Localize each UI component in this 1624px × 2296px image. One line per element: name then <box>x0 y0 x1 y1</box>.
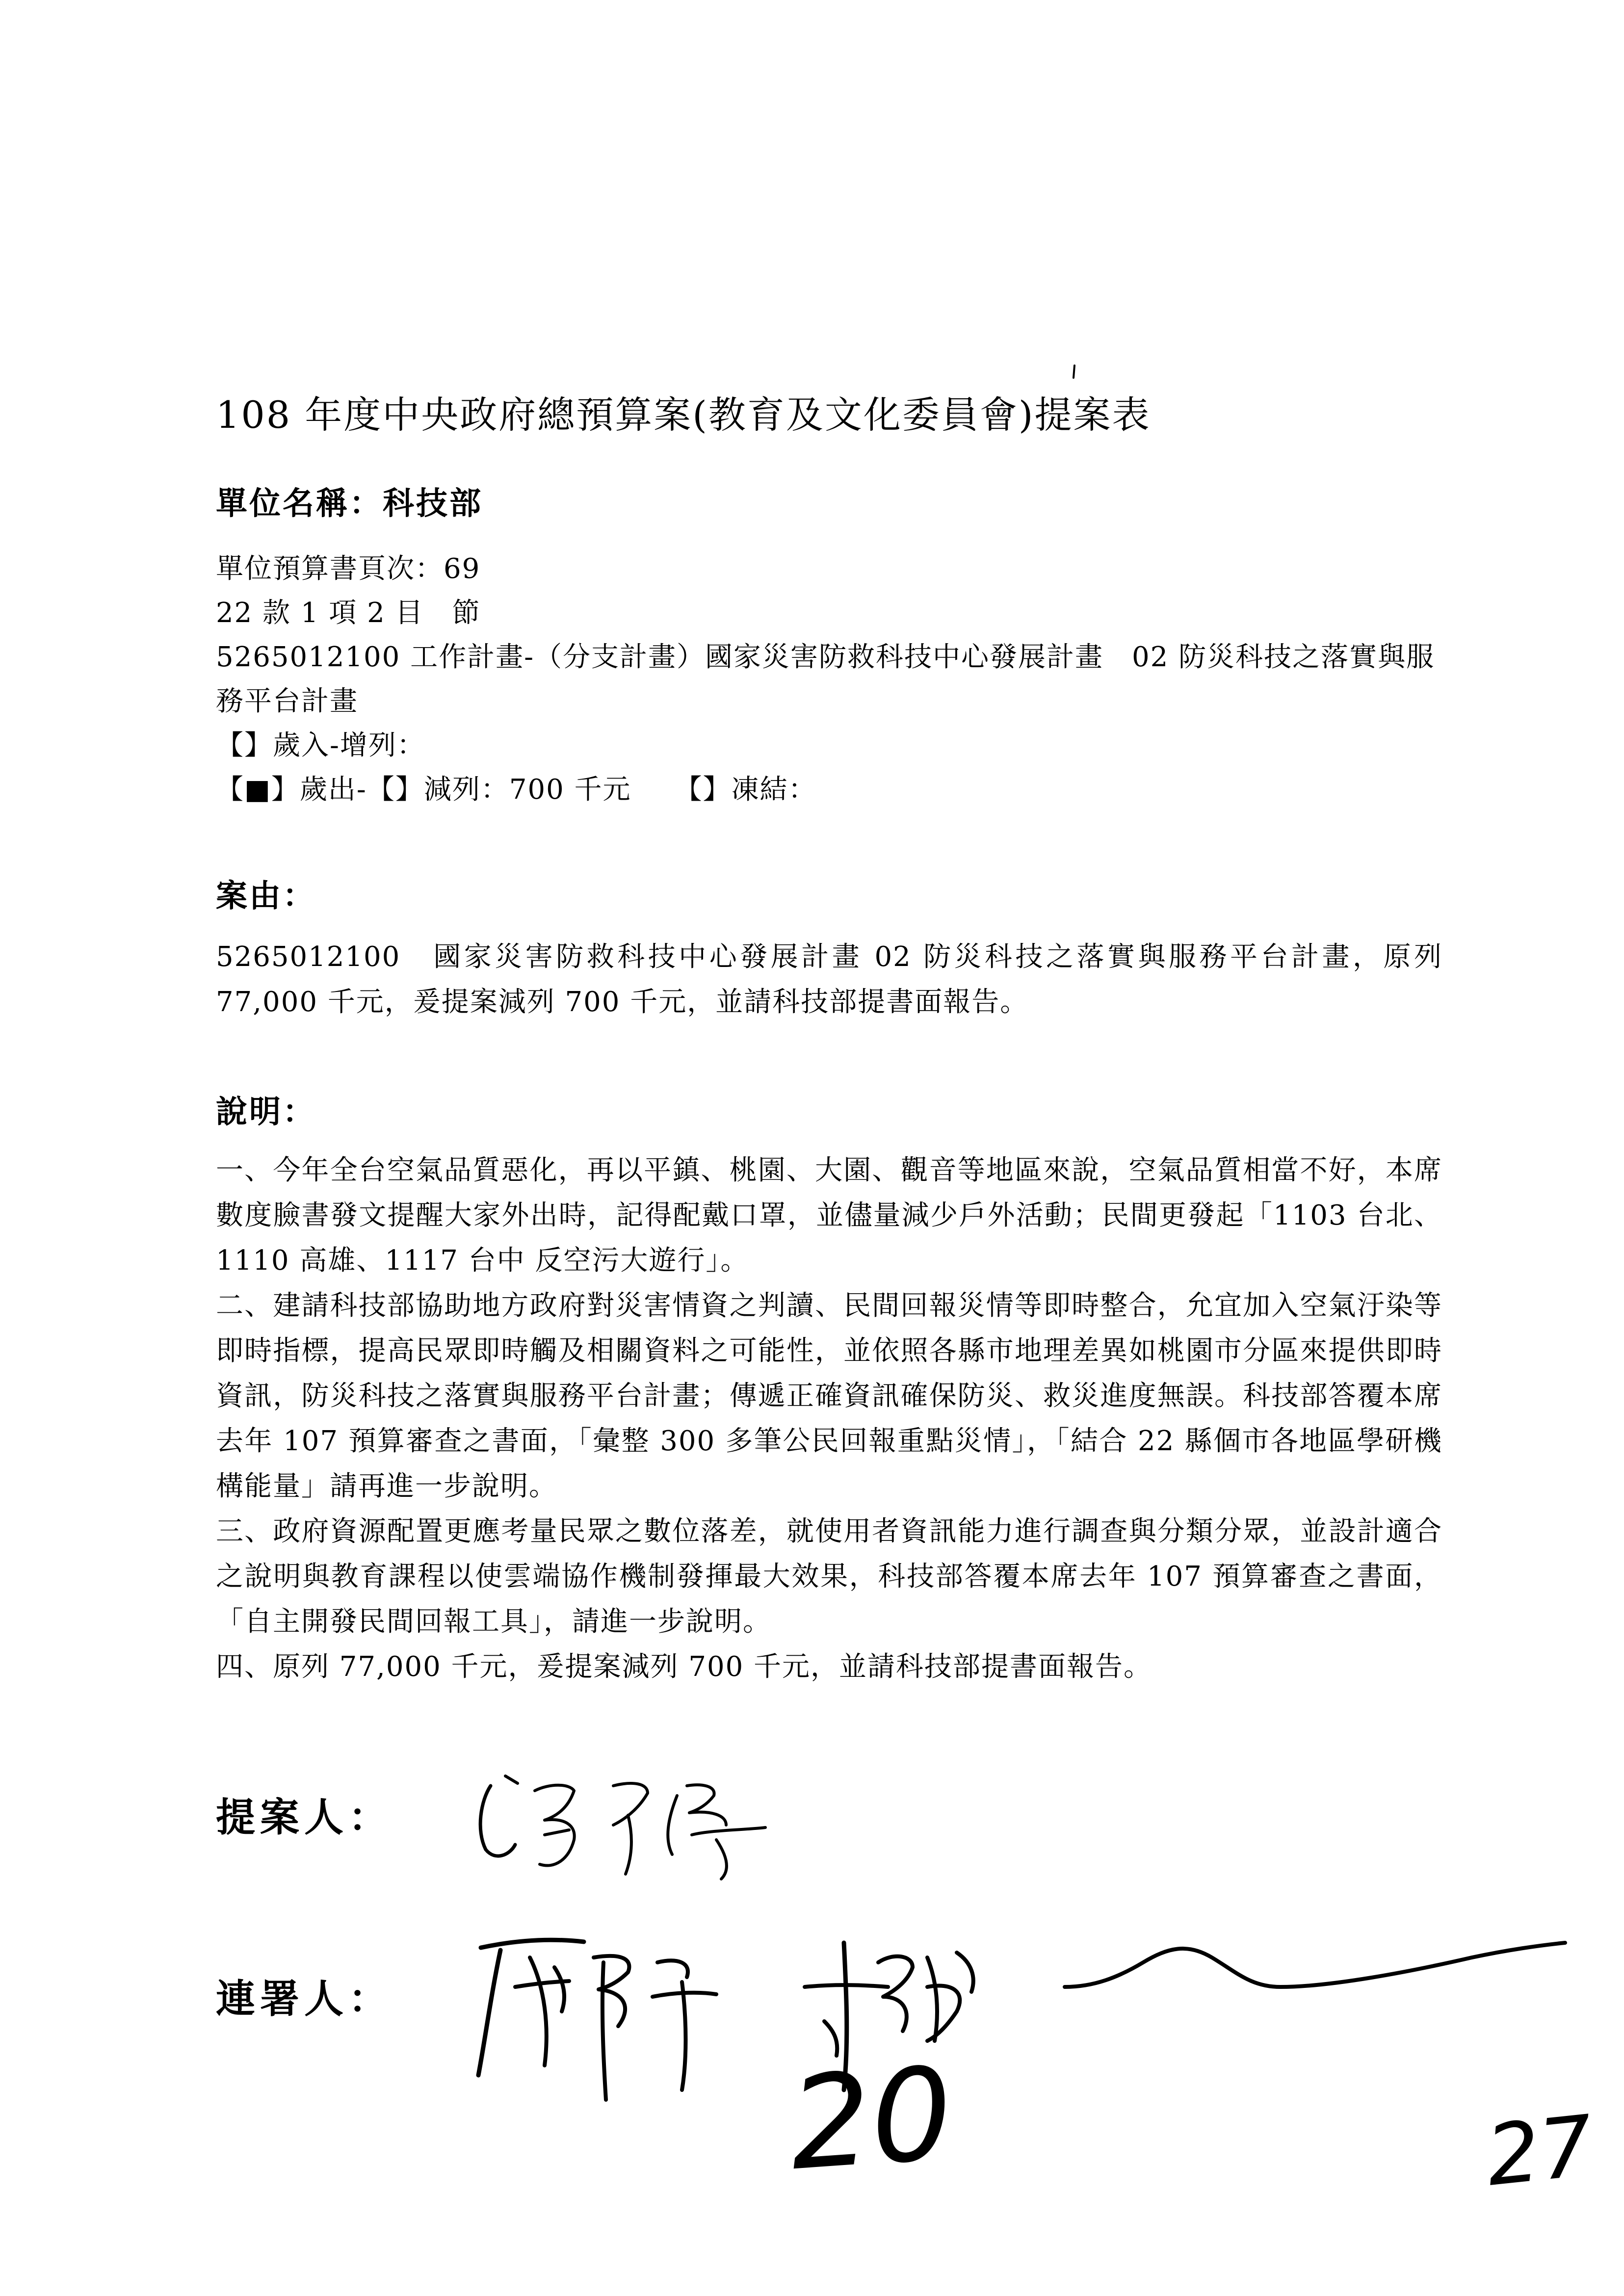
explanation-item: 二、建請科技部協助地方政府對災害情資之判讀、民間回報災情等即時整合，允宜加入空氣汙染等即時指標，提高民眾即時觸及相關資料之可能性，並依照各縣市地理差異如桃園市分區來提供即時資訊，防災科技之落實與服務平台計畫；傳遞正確資訊確保防災、救災進度無誤。科技部答覆本席去年 107 預算審查之書面，「彙整 300 多筆公民回報重點災情」，「結合 22 縣個市各地區學研機構能量」請再進一步說明。 <box>216 1290 1442 1502</box>
document-title: 108 年度中央政府總預算案(教育及文化委員會)提案表 <box>216 393 1151 437</box>
stray-mark <box>1070 363 1079 383</box>
budget-section: 22 款 1 項 2 目 節 <box>216 597 481 629</box>
proposer-signature <box>471 1756 785 1884</box>
handwritten-count: 20 <box>785 2039 957 2199</box>
explanation-heading: 說明： <box>216 1094 316 1130</box>
explanation-item: 四、原列 77,000 千元，爰提案減列 700 千元，並請科技部提書面報告。 <box>216 1651 1153 1683</box>
proposer-label: 提案人： <box>216 1795 393 1840</box>
reason-text: 5265012100 國家災害防救科技中心發展計畫 02 防災科技之落實與服務平台計畫，原列 77,000 千元，爰提案減列 700 千元，並請科技部提書面報告。 <box>216 941 1442 1018</box>
page-mark: 27 <box>1482 2097 1598 2205</box>
reason-heading: 案由： <box>216 878 316 914</box>
budget-page: 單位預算書頁次：69 <box>216 553 481 585</box>
cosigner-signature <box>471 1913 1060 2139</box>
signature-flourish <box>1055 1913 1570 2011</box>
budget-plan: 5265012100 工作計畫-（分支計畫）國家災害防救科技中心發展計畫 02 防災科技之落實與服務平台計畫 <box>216 641 1435 717</box>
explanation-item: 一、今年全台空氣品質惡化，再以平鎮、桃園、大園、觀音等地區來說，空氣品質相當不好，本席數度臉書發文提醒大家外出時，記得配戴口罩，並儘量減少戶外活動；民間更發起「1103 台北、1110 高雄、1117 台中 反空污大遊行」。 <box>216 1154 1442 1277</box>
explanation-item: 三、政府資源配置更應考量民眾之數位落差，就使用者資訊能力進行調查與分類分眾，並設計適合之說明與教育課程以使雲端協作機制發揮最大效果，科技部答覆本席去年 107 預算審查之書面，「自主開發民間回報工具」，請進一步說明。 <box>216 1515 1442 1638</box>
explanation-list <box>216 1148 1442 1690</box>
revenue-line: 【】歲入-增列： <box>216 730 425 761</box>
budget-meta <box>216 547 1442 812</box>
unit-name: 單位名稱：科技部 <box>216 485 483 522</box>
cosigner-label: 連署人： <box>216 1976 393 2022</box>
expenditure-line: 【■】歲出-【】減列：700 千元 【】凍結： <box>216 774 817 806</box>
